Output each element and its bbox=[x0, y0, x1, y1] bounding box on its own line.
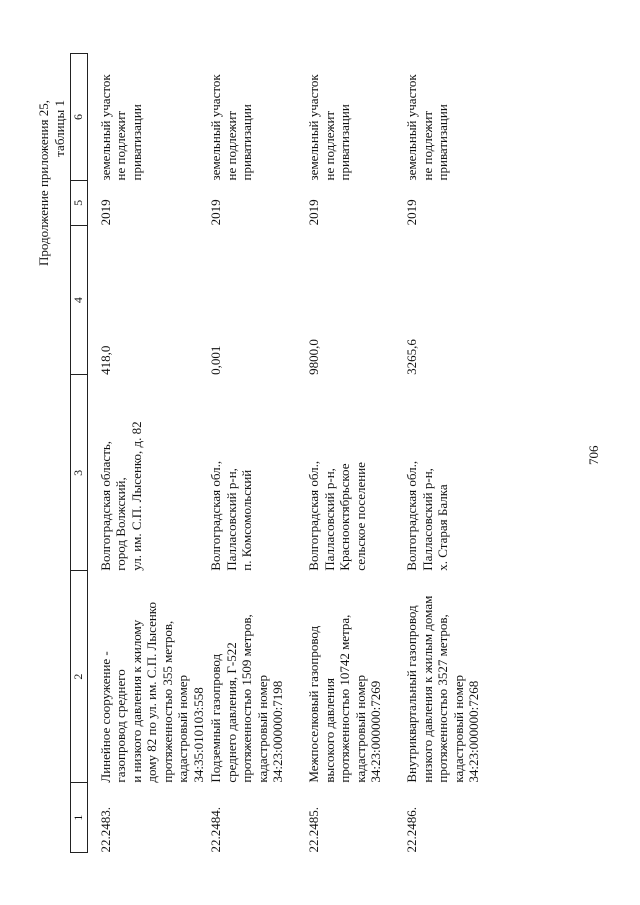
area-cell: 3265,6 bbox=[404, 339, 419, 375]
note-cell bbox=[87, 54, 206, 181]
note-line: не подлежит bbox=[419, 110, 435, 181]
address-cell bbox=[206, 375, 304, 571]
row-number-cell: 22.2485. bbox=[306, 807, 321, 853]
column-header: 4 bbox=[71, 225, 88, 375]
address-line: п. Комсомольский bbox=[239, 469, 254, 571]
address-line: Волгоградская обл., bbox=[404, 460, 419, 571]
object-name-line: протяженностью 10742 метра, bbox=[337, 614, 352, 783]
address-line: Палласовский р-н, bbox=[419, 468, 435, 571]
address-line: город Волжский, bbox=[113, 477, 128, 571]
note-cell bbox=[402, 54, 500, 181]
object-name-line: дому 82 по ул. им. С.П. Лысенко bbox=[144, 602, 159, 783]
table-row bbox=[402, 54, 500, 853]
page-number: 706 bbox=[586, 445, 601, 465]
year-cell: 2019 bbox=[404, 199, 419, 226]
note-line: приватизации bbox=[337, 104, 352, 181]
object-name-line: 34:23:000000:7198 bbox=[270, 680, 285, 783]
year-cell: 2019 bbox=[97, 199, 113, 226]
object-name-line: Линейное сооружение - bbox=[97, 651, 113, 783]
address-line: ул. им. С.П. Лысенко, д. 82 bbox=[128, 421, 144, 571]
note-line: приватизации bbox=[128, 104, 144, 181]
continuation-line-1: Продолжение приложения 25, bbox=[36, 100, 51, 267]
address-line: Палласовский р-н, bbox=[223, 468, 239, 571]
year-cell: 2019 bbox=[306, 199, 321, 226]
object-name-line: протяженностью 1509 метров, bbox=[239, 614, 254, 783]
object-name-line: протяженностью 355 метров, bbox=[159, 620, 175, 783]
object-name-cell bbox=[87, 571, 206, 783]
table-row bbox=[304, 54, 402, 853]
continuation-line-2: таблицы 1 bbox=[52, 100, 67, 157]
object-name-line: протяженностью 3527 метров, bbox=[435, 614, 450, 783]
data-table bbox=[70, 53, 500, 853]
area-cell: 9800,0 bbox=[306, 339, 321, 375]
address-cell bbox=[304, 375, 402, 571]
object-name-line: кадастровый номер bbox=[254, 674, 270, 783]
note-line: приватизации bbox=[435, 104, 450, 181]
row-number-cell: 22.2486. bbox=[404, 807, 419, 853]
object-name-cell bbox=[206, 571, 304, 783]
note-line: не подлежит bbox=[321, 110, 337, 181]
object-name-line: Внутриквартальный газопровод bbox=[404, 605, 419, 783]
object-name-line: кадастровый номер bbox=[450, 674, 466, 783]
column-header: 3 bbox=[71, 375, 88, 571]
object-name-cell bbox=[304, 571, 402, 783]
object-name-cell bbox=[402, 571, 500, 783]
column-header: 2 bbox=[71, 571, 88, 783]
address-line: Волгоградская обл., bbox=[208, 460, 223, 571]
note-line: приватизации bbox=[239, 104, 254, 181]
object-name-line: газопровод среднего bbox=[113, 669, 128, 783]
address-cell bbox=[402, 375, 500, 571]
row-number-cell: 22.2483. bbox=[97, 807, 113, 853]
note-line: не подлежит bbox=[113, 110, 128, 181]
note-line: земельный участок bbox=[208, 74, 223, 181]
object-name-line: 34:35:010103:558 bbox=[190, 687, 206, 783]
object-name-line: низкого давления к жилым домам bbox=[419, 595, 435, 783]
address-line: Волгоградская обл., bbox=[306, 460, 321, 571]
area-cell: 0,001 bbox=[208, 345, 223, 375]
note-line: земельный участок bbox=[306, 74, 321, 181]
row-number-cell: 22.2484. bbox=[208, 807, 223, 853]
address-line: Краснооктябрьское bbox=[337, 463, 352, 571]
object-name-line: среднего давления, Г-522 bbox=[223, 642, 239, 783]
address-line: Волгоградская область, bbox=[97, 440, 113, 571]
object-name-line: 34:23:000000:7269 bbox=[368, 680, 383, 783]
note-line: земельный участок bbox=[404, 74, 419, 181]
object-name-line: кадастровый номер bbox=[352, 674, 368, 783]
object-name-line: и низкого давления к жилому bbox=[128, 619, 144, 783]
object-name-line: Подземный газопровод bbox=[208, 653, 223, 783]
address-line: сельское поселение bbox=[352, 462, 368, 571]
column-header: 5 bbox=[71, 180, 88, 225]
address-cell bbox=[87, 375, 206, 571]
note-line: не подлежит bbox=[223, 110, 239, 181]
note-cell bbox=[304, 54, 402, 181]
table-row bbox=[87, 54, 206, 853]
object-name-line: Межпоселковый газопровод bbox=[306, 625, 321, 783]
object-name-line: кадастровый номер bbox=[175, 674, 190, 783]
year-cell: 2019 bbox=[208, 199, 223, 226]
address-line: Палласовский р-н, bbox=[321, 468, 337, 571]
table-row bbox=[206, 54, 304, 853]
address-line: х. Старая Балка bbox=[435, 484, 450, 571]
note-cell bbox=[206, 54, 304, 181]
object-name-line: высокого давления bbox=[321, 678, 337, 783]
table-header-row bbox=[71, 54, 88, 853]
note-line: земельный участок bbox=[97, 74, 113, 181]
column-header: 1 bbox=[71, 783, 88, 853]
continuation-caption bbox=[36, 100, 68, 400]
object-name-line: 34:23:000000:7268 bbox=[466, 680, 481, 783]
area-cell: 418,0 bbox=[97, 345, 113, 375]
column-header: 6 bbox=[71, 54, 88, 181]
